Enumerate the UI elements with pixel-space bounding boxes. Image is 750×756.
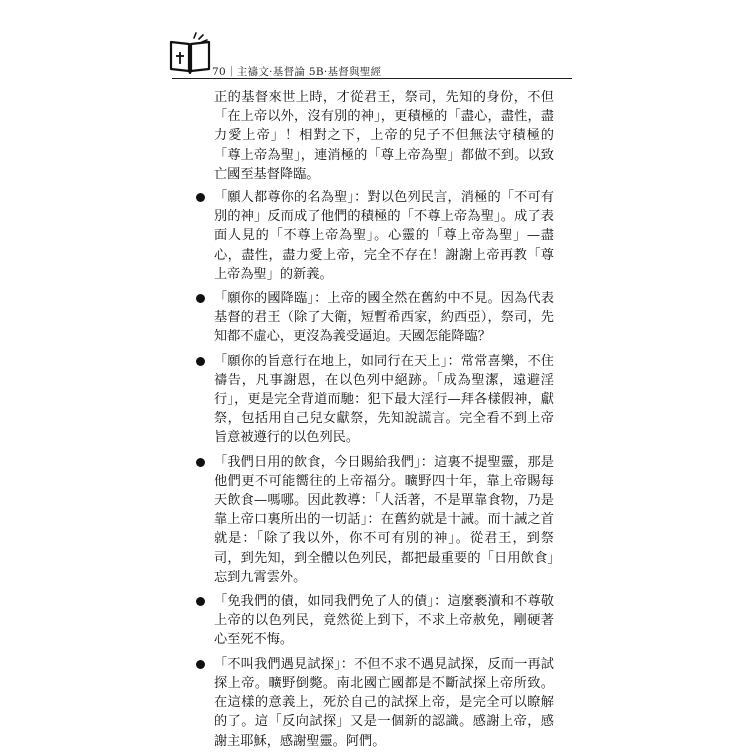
bullet-text: 「願你的旨意行在地上，如同行在天上」：常常喜樂，不住禱告，凡事謝恩，在以色列中絕跡。「成為聖潔，遠避淫行」，更是完全背道而馳：犯下最大淫行—拜各樣假神，獻祭，包括用自己兒女獻祭，先知說謊言。完全看不到上帝旨意被遵行的以色列民。 [214,353,554,446]
bullet-dot [196,660,205,669]
bullet-dot [196,597,205,606]
bullet-dot [196,357,205,366]
continued-paragraph: 正的基督來世上時，才從君王，祭司，先知的身份，不但「在上帝以外，沒有別的神」，更積極的「盡心，盡性，盡力愛上帝」！相對之下，上帝的兒子不但無法守積極的「尊上帝為聖」，連消極的「尊上帝為聖」都做不到。以致亡國至基督降臨。 [214,90,554,182]
bullet-text: 「我們日用的飲食，今日賜給我們」：這裏不提聖靈，那是他們更不可能嚮往的上帝福分。曠野四十年，靠上帝賜每天飲食—嗎哪。因此教導：「人活著，不是單靠食物，乃是靠上帝口裏所出的一切話」：在舊約就是十誡。而十誡之首就是：「除了我以外，你不可有別的神」。從君王，到祭司，到先知，到全體以色列民，都把最重要的「日用飲食」忘到九霄雲外。 [214,454,554,585]
bullet-item-kingdom-come [190,289,554,347]
bullet-item-daily-bread [190,453,554,587]
bullet-item-will-be-done [190,352,554,448]
open-bible-logo-icon [168,30,212,74]
bullet-text: 「願人都尊你的名為聖」：對以色列民言，消極的「不可有別的神」反而成了他們的積極的「不尊上帝為聖」。成了表面人見的「不尊上帝為聖」。心靈的「尊上帝為聖」—盡心，盡性，盡力愛上帝，完全不存在！謝謝上帝再教「尊上帝為聖」的新義。 [214,190,554,282]
header-rule [172,78,572,79]
bullet-item-forgive-debts [190,592,554,650]
bullet-dot [196,458,205,467]
bullet-text: 「不叫我們遇見試探」：不但不求不遇見試探，反而一再試探上帝。曠野倒斃。南北國亡國都是不斷試探上帝所致。在這樣的意義上，死於自己的試探上帝，是完全可以瞭解的了。這「反向試探」又是一個新的認識。感謝上帝，感謝主耶穌，感謝聖靈。阿們。 [214,656,554,749]
bullet-text: 「願你的國降臨」：上帝的國全然在舊約中不見。因為代表基督的君王（除了大衛，短暫希西家，約西亞），祭司，先知都不虛心，更沒為義受逼迫。天國怎能降臨？ [214,291,554,345]
bullet-text: 「免我們的債，如同我們免了人的債」：這麼褻瀆和不尊敬上帝的以色列民，竟然從上到下，不求上帝赦免，剛硬著心至死不悔。 [214,594,554,648]
bullet-dot [196,193,205,202]
bullet-item-temptation [190,655,554,751]
bullet-item-hallowed-name [190,188,554,284]
body-text [190,88,554,756]
running-header: 70｜主禱文·基督論 5B·基督與聖經 [212,66,382,78]
bullet-dot [196,294,205,303]
